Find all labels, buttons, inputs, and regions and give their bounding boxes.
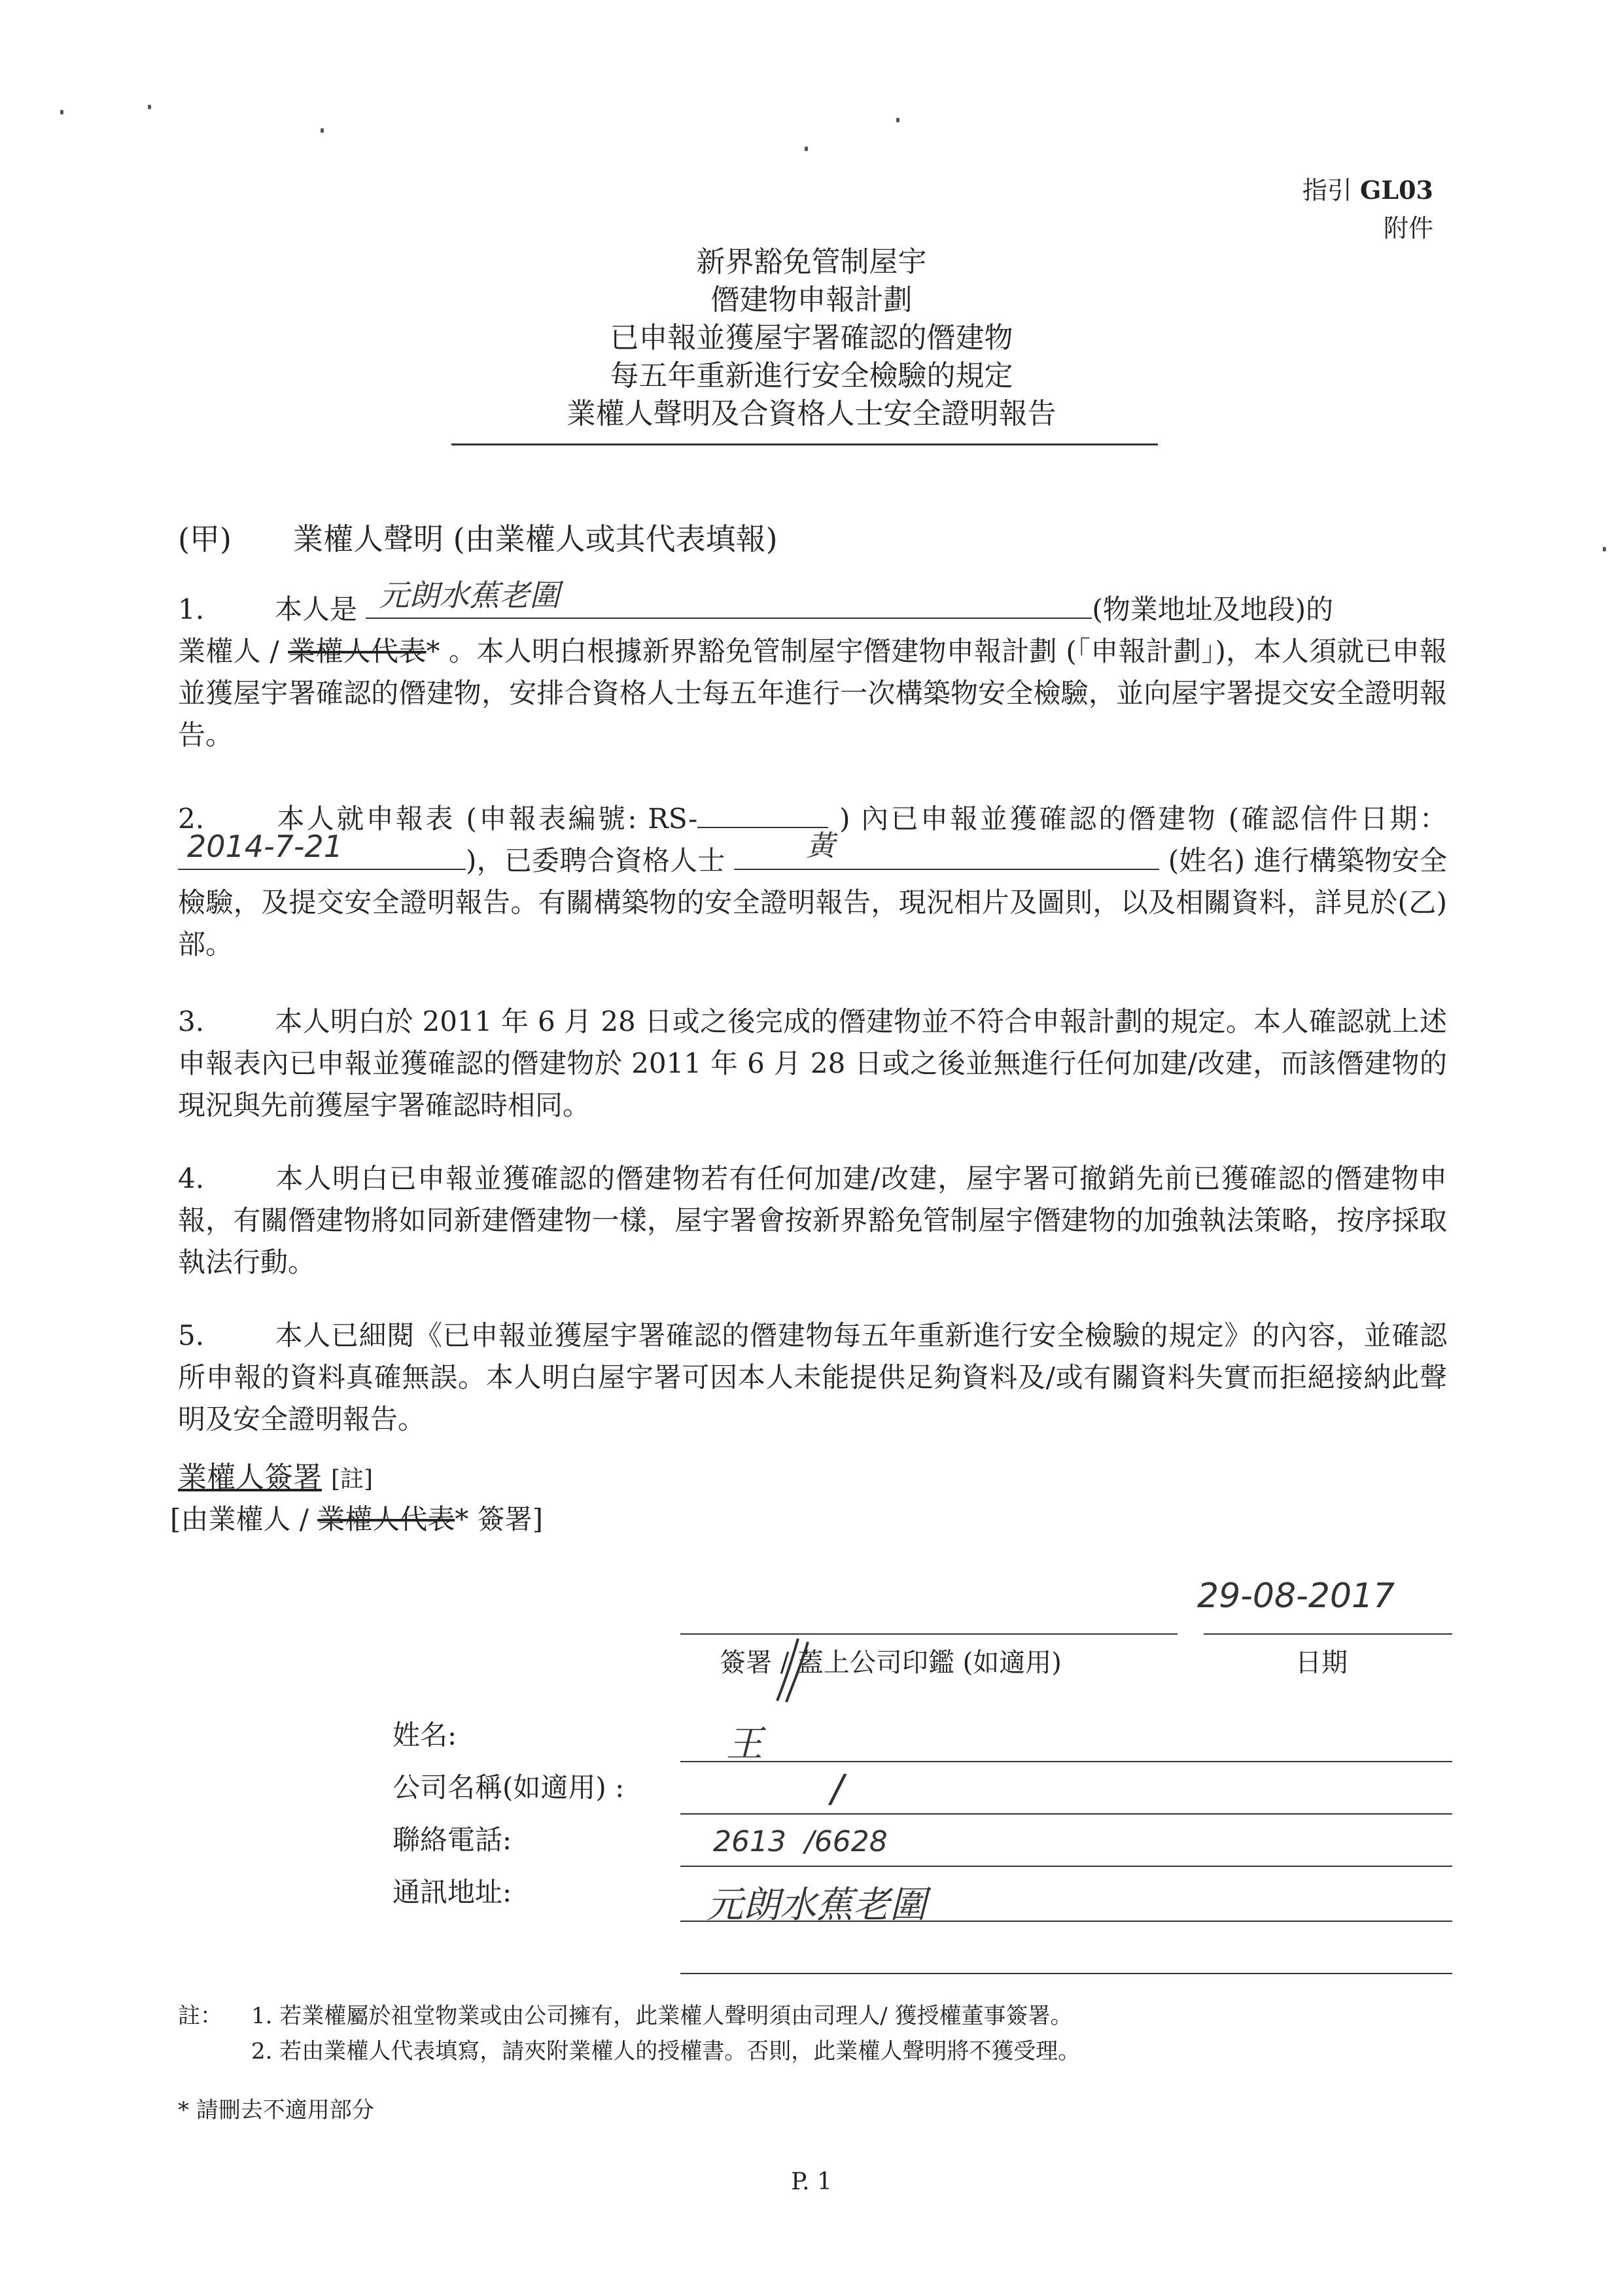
confirmation-date-field[interactable] [178,829,466,870]
signature-line[interactable] [680,1633,1178,1635]
para1-lead: 本人是 [275,593,358,625]
title-line: 已申報並獲屋宇署確認的僭建物 [610,321,1013,355]
paragraph-number: 4. [178,1162,205,1194]
section-a-title: 業權人聲明 (由業權人或其代表填報) [293,521,778,557]
title-line: 業權人聲明及合資格人士安全證明報告 [567,397,1056,430]
declaration-paragraph-3 [178,1001,1447,1126]
paragraph-number: 1. [178,593,205,625]
note-item: 2. 若由業權人代表填寫，請夾附業權人的授權書。否則，此業權人聲明將不獲受理。 [251,2038,1081,2064]
address-label: 通訊地址: [393,1876,512,1908]
asterisk-note: * 請刪去不適用部分 [178,2097,374,2123]
qualified-person-name-field[interactable] [734,829,1159,870]
para2-part5: 進行構築物安全檢驗，及提交安全證明報告。有關構築物的安全證明報告，現況相片及圖則，以及相關資料，詳見於(乙)部。 [178,844,1447,960]
para4-text: 本人明白已申報並獲確認的僭建物若有任何加建/改建，屋宇署可撤銷先前已獲確認的僭建物申報，有關僭建物將如同新建僭建物一樣，屋宇署會按新界豁免管制屋宇僭建物的加強執法策略，按序採取執法行動。 [178,1162,1447,1278]
para1-rest: * 。本人明白根據新界豁免管制屋宇僭建物申報計劃 (「申報計劃」)，本人須就已申報並獲屋宇署確認的僭建物，安排合資格人士每五年進行一次構築物安全檢驗，並向屋宇署提交安全證明報告。 [178,635,1447,751]
company-name-field[interactable] [680,1813,1452,1815]
guideline-reference [1302,171,1433,247]
declaration-paragraph-1 [178,578,1447,756]
paragraph-number: 5. [178,1319,205,1351]
para2-part1: 本人就申報表 (申報表編號: RS- [275,803,698,835]
phone-label: 聯絡電話: [393,1824,512,1856]
ref-prefix: 指引 [1302,176,1352,205]
scan-speck [148,105,151,109]
name-field[interactable] [680,1761,1452,1762]
company-name-label: 公司名稱(如適用) : [393,1771,625,1803]
scan-speck [1603,547,1606,551]
scan-speck [321,128,324,133]
section-a-label: (甲) [178,521,232,557]
para2-part3: )，已委聘合資格人士 [466,844,725,877]
declaration-paragraph-5 [178,1315,1447,1440]
name-label: 姓名: [393,1719,457,1751]
para1-after-blank: (物業地址及地段)的 [1092,593,1334,625]
property-address-field[interactable] [366,578,1092,619]
scan-speck [60,110,63,114]
form-number-field[interactable] [697,801,828,828]
title-line: 新界豁免管制屋宇 [696,245,927,279]
address-field-second-line[interactable] [680,1973,1452,1974]
para5-text: 本人已細閱《已申報並獲屋宇署確認的僭建物每五年重新進行安全檢驗的規定》的內容，並確認所申報的資料真確無誤。本人明白屋宇署可因本人未能提供足夠資料及/或有關資料失實而拒絕接納此聲明及安全證明報告。 [178,1319,1447,1435]
title-underline [451,444,1158,445]
signer-open: [由業權人 / [170,1503,318,1535]
company-name-handwriting: / [831,1766,844,1811]
para3-text: 本人明白於 2011 年 6 月 28 日或之後完成的僭建物並不符合申報計劃的規定。本人確認就上述申報表內已申報並獲確認的僭建物於 2011 年 6 月 28 日或之後並無進行任何加建/改建，而該僭建物的現況與先前獲屋宇署確認時相同。 [178,1005,1447,1121]
para2-part2: ) 內已申報並獲確認的僭建物 (確認信件日期： [839,803,1447,835]
title-line: 僭建物申報計劃 [710,283,913,317]
notes-section [178,1998,1080,2069]
paragraph-number: 3. [178,1005,205,1037]
scan-speck [896,118,899,122]
scan-speck [805,147,808,151]
section-a-heading [178,515,778,559]
declaration-paragraph-2 [178,798,1447,965]
property-address-handwriting: 元朗水蕉老圍 [379,578,560,613]
signature-date-handwriting: 29-08-2017 [1197,1576,1395,1616]
declaration-paragraph-4 [178,1158,1447,1283]
title-line: 每五年重新進行安全檢驗的規定 [610,359,1013,392]
signer-representative-struck: 業權人代表 [317,1503,455,1535]
signature-title: 業權人簽署 [178,1461,322,1494]
annex-label: 附件 [1383,214,1433,243]
notes-label: 註： [178,2003,222,2029]
signature-signer-note [170,1498,543,1537]
confirmation-date-handwriting: 2014-7-21 [187,829,343,864]
page-number: P. 1 [791,2168,832,2195]
signature-caption: 簽署 / 蓋上公司印鑑 (如適用) [720,1648,1062,1678]
phone-field[interactable] [680,1866,1452,1867]
para2-part4: (姓名) [1168,844,1246,877]
phone-handwriting: 2613 /6628 [713,1825,888,1858]
representative-option-struck: 業權人代表 [288,635,427,667]
signature-note-ref: [註] [331,1466,374,1493]
ref-code: GL03 [1359,175,1433,205]
document-title [0,243,1623,433]
address-handwriting: 元朗水蕉老圍 [707,1884,926,1926]
owner-signature-label [178,1453,373,1495]
paragraph-number: 2. [178,803,205,835]
qualified-person-handwriting: 黃 [806,829,835,863]
date-caption: 日期 [1295,1648,1348,1678]
owner-option: 業權人 / [178,635,288,667]
signer-close: * 簽署] [455,1503,544,1535]
date-line[interactable] [1204,1633,1452,1635]
name-handwriting: 王 [726,1723,763,1765]
note-item: 1. 若業權屬於祖堂物業或由公司擁有，此業權人聲明須由司理人/ 獲授權董事簽署。 [251,2003,1073,2029]
